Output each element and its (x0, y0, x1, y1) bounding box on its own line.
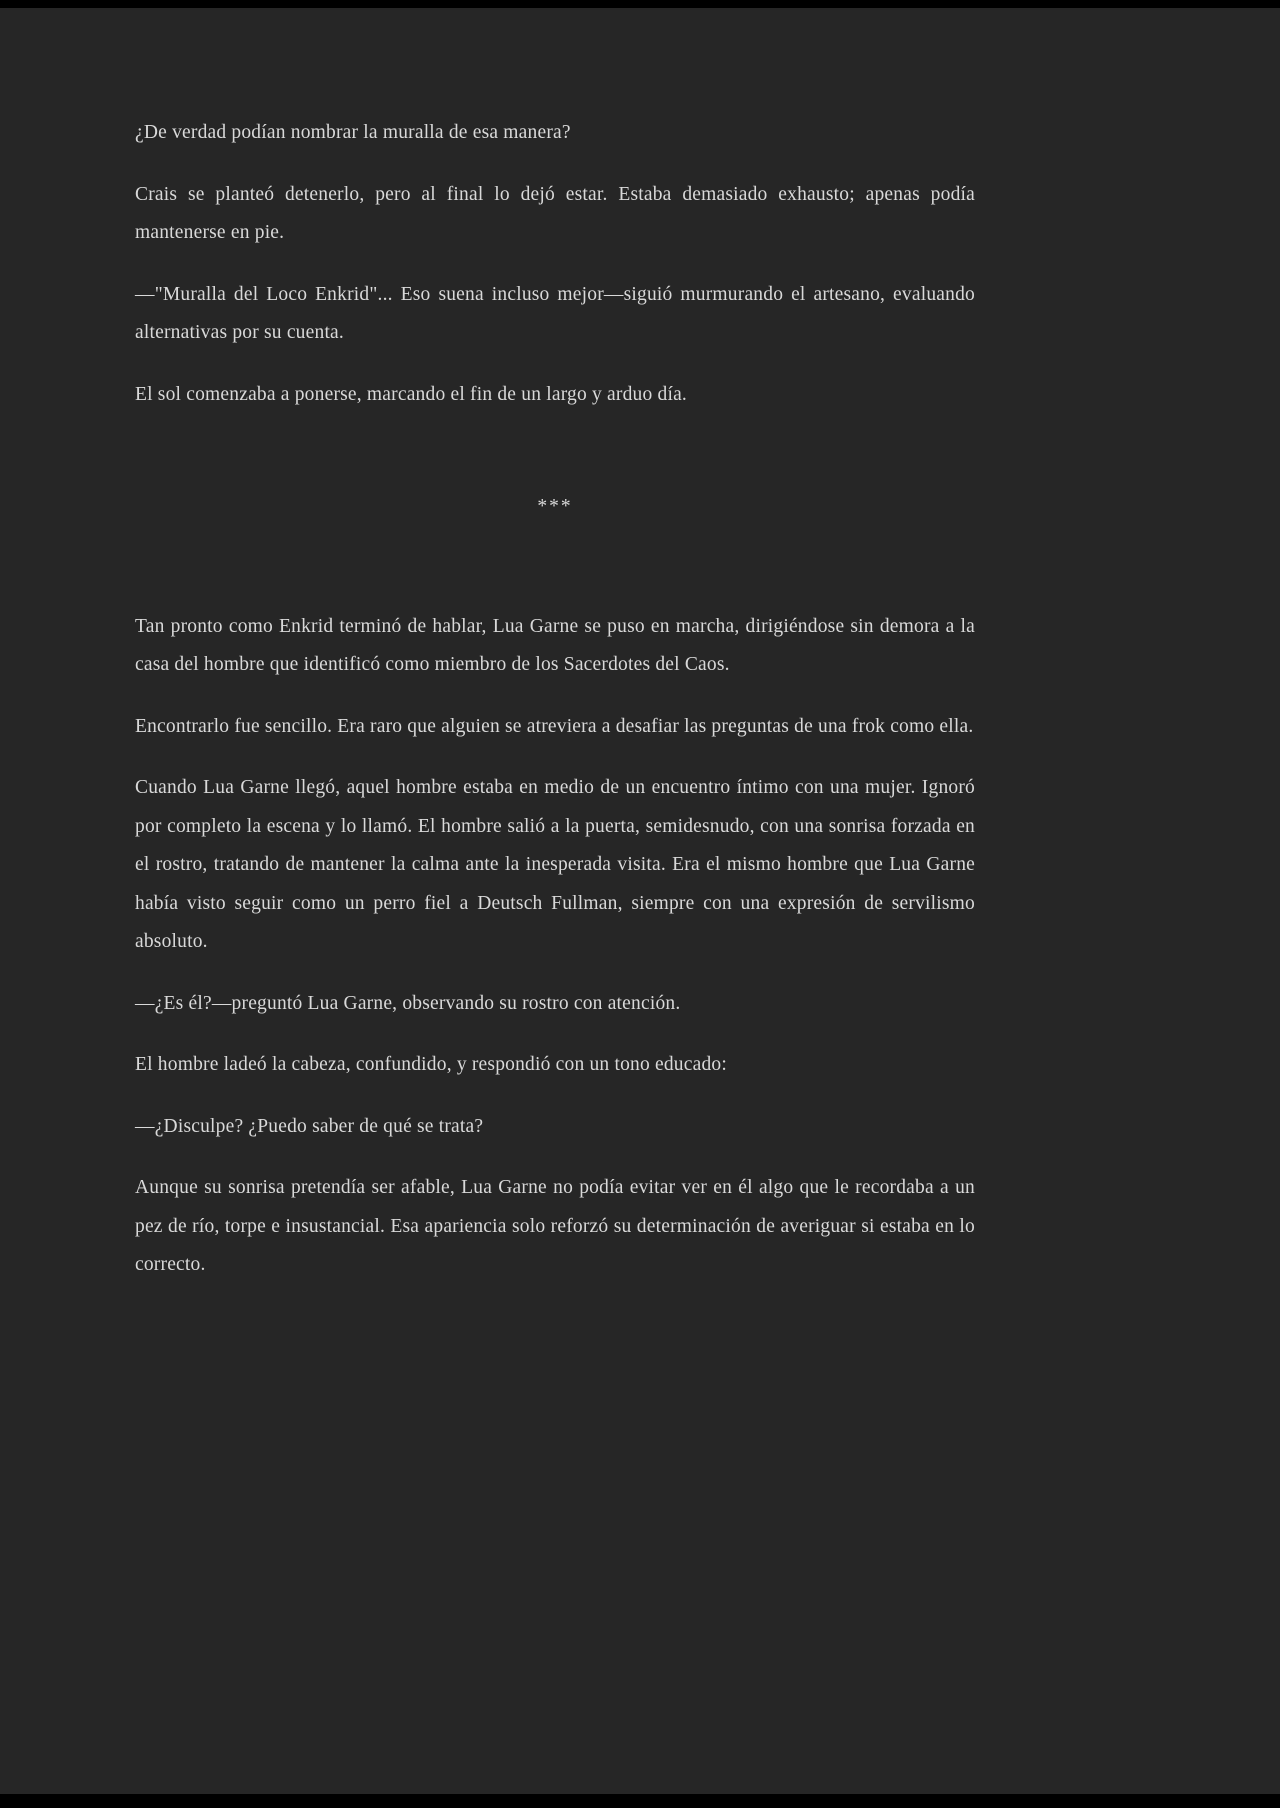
top-letterbox (0, 0, 1280, 8)
paragraph: El hombre ladeó la cabeza, confundido, y respondió con un tono educado: (135, 1054, 727, 1075)
paragraph: El sol comenzaba a ponerse, marcando el fin de un largo y arduo día. (135, 383, 688, 405)
reading-content (135, 114, 975, 1308)
paragraph: —"Muralla del Loco Enkrid"... Eso suena incluso mejor—siguió murmurando el artesano, evaluando alternativas por su cuenta. (135, 283, 975, 343)
section-separator: *** (537, 496, 573, 517)
paragraph: Crais se planteó detenerlo, pero al final lo dejó estar. Estaba demasiado exhausto; apenas podía mantenerse en pie. (135, 183, 975, 243)
paragraph: —¿Disculpe? ¿Puedo saber de qué se trata? (135, 1115, 484, 1137)
paragraph: Aunque su sonrisa pretendía ser afable, Lua Garne no podía evitar ver en él algo que le recordaba a un pez de río, torpe e insustancial. Esa apariencia solo reforzó su determinación de averiguar si estaba en lo correcto. (135, 1177, 975, 1275)
paragraph: ¿De verdad podían nombrar la muralla de esa manera? (135, 122, 571, 143)
bottom-letterbox (0, 1794, 1280, 1808)
paragraph: Encontrarlo fue sencillo. Era raro que alguien se atreviera a desafiar las preguntas de una frok como ella. (135, 715, 974, 737)
paragraph: —¿Es él?—preguntó Lua Garne, observando su rostro con atención. (135, 992, 681, 1014)
paragraph: Tan pronto como Enkrid terminó de hablar, Lua Garne se puso en marcha, dirigiéndose sin demora a la casa del hombre que identificó como miembro de los Sacerdotes del Caos. (135, 615, 975, 675)
paragraph: Cuando Lua Garne llegó, aquel hombre estaba en medio de un encuentro íntimo con una mujer. Ignoró por completo la escena y lo llamó. El hombre salió a la puerta, semidesnudo, con una sonrisa forzada en el rostro, tratando de mantener la calma ante la inesperada visita. Era el mismo hombre que Lua Garne había visto seguir como un perro fiel a Deutsch Fullman, siempre con una expresión de servilismo absoluto. (135, 777, 975, 952)
